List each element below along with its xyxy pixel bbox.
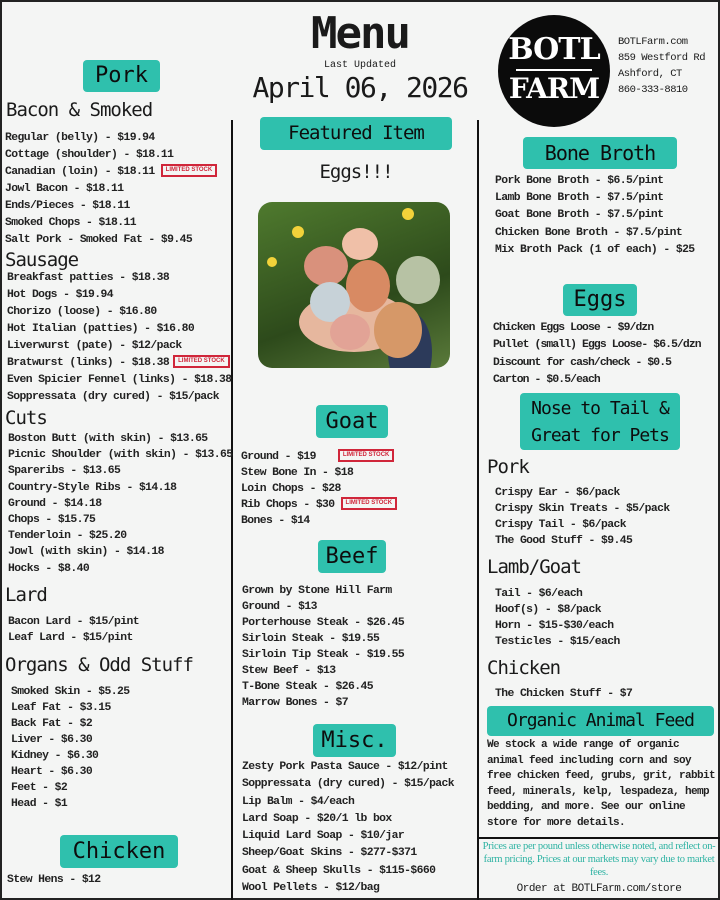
list-item: Pullet (small) Eggs Loose- $6.5/dzn [493, 339, 701, 352]
bacon-heading: Bacon & Smoked [6, 99, 153, 121]
list-item: Goat & Sheep Skulls - $115-$660 [242, 864, 436, 877]
last-updated-date: April 06, 2026 [252, 71, 468, 104]
list-item: Liver - $6.30 [11, 734, 93, 746]
list-item: Soppressata (dry cured) - $15/pack [7, 391, 220, 403]
list-item: Heart - $6.30 [11, 766, 93, 778]
cuts-list [8, 431, 232, 577]
lard-heading: Lard [5, 584, 47, 606]
pets-lamb-heading: Lamb/Goat [487, 556, 581, 578]
list-item: Chicken Bone Broth - $7.5/pint [495, 226, 683, 239]
item-text: Ground - $19 [241, 451, 316, 463]
organs-heading: Organs & Odd Stuff [5, 654, 193, 676]
last-updated-label: Last Updated [323, 60, 396, 71]
list-item [241, 449, 397, 465]
featured-item-tag: Featured Item [260, 117, 452, 150]
organic-feed-text: We stock a wide range of organic animal feed including corn and soy free chicken feed, grubs, grit, rabbit feed, minerals, kelp, lespadeza, hemp bedding, and more. See our online store for more details. [487, 739, 716, 829]
list-item: Jowl Bacon - $18.11 [5, 183, 124, 195]
lard-list [8, 614, 139, 646]
pets-lamb-list [495, 586, 620, 650]
menu-title: Menu [311, 8, 409, 59]
list-item: Jowl (with skin) - $14.18 [8, 546, 164, 559]
list-item: Goat Bone Broth - $7.5/pint [495, 209, 664, 222]
list-item: Chops - $15.75 [8, 514, 96, 527]
nose-to-tail-tag [520, 393, 680, 450]
list-item: Sirloin Steak - $19.55 [242, 633, 380, 645]
list-item: Wool Pellets - $12/bag [242, 882, 380, 895]
beef-tag: Beef [318, 540, 386, 573]
list-item: Smoked Chops - $18.11 [5, 217, 136, 229]
organs-list [11, 684, 129, 812]
list-item: Chicken Eggs Loose - $9/dzn [493, 322, 654, 334]
list-item: Even Spicier Fennel (links) - $18.38 [7, 374, 232, 386]
list-item: Liverwurst (pate) - $12/pack [7, 340, 182, 352]
list-item: Leaf Lard - $15/pint [8, 632, 133, 644]
limited-stock-badge: LIMITED STOCK [173, 355, 230, 368]
list-item: Sirloin Tip Steak - $19.55 [242, 649, 405, 661]
list-item: Zesty Pork Pasta Sauce - $12/pint [242, 761, 448, 773]
list-item: Bacon Lard - $15/pint [8, 616, 139, 628]
bacon-list [5, 130, 217, 249]
footer-divider [477, 837, 720, 839]
limited-stock-badge: LIMITED STOCK [161, 164, 218, 177]
chicken-list [7, 872, 101, 889]
list-item: Chorizo (loose) - $16.80 [7, 306, 157, 318]
list-item: Hot Italian (patties) - $16.80 [7, 323, 195, 335]
sausage-heading: Sausage [5, 249, 79, 271]
list-item: Ground - $14.18 [8, 497, 102, 510]
column-divider-right [477, 120, 479, 900]
list-item: Spareribs - $13.65 [8, 465, 121, 478]
list-item: Horn - $15-$30/each [495, 620, 614, 632]
misc-list [242, 759, 454, 897]
list-item: Discount for cash/check - $0.5 [493, 356, 672, 369]
list-item: Bones - $14 [241, 515, 310, 527]
list-item: T-Bone Steak - $26.45 [242, 681, 373, 693]
list-item: Lip Balm - $4/each [242, 795, 355, 808]
list-item: Hot Dogs - $19.94 [7, 289, 114, 301]
list-item: Testicles - $15/each [495, 636, 620, 648]
list-item [241, 497, 397, 513]
list-item: Crispy Tail - $6/pack [495, 519, 626, 531]
pets-chicken-heading: Chicken [487, 657, 561, 679]
list-item: Breakfast patties - $18.38 [7, 272, 170, 284]
list-item: Crispy Skin Treats - $5/pack [495, 503, 670, 515]
list-item: Kidney - $6.30 [11, 750, 99, 762]
list-item: The Chicken Stuff - $7 [495, 688, 633, 700]
cuts-heading: Cuts [5, 407, 47, 429]
botl-farm-logo [498, 15, 610, 127]
farm-phone: 860-333-8810 [618, 84, 688, 96]
bone-broth-tag: Bone Broth [523, 137, 677, 169]
pricing-note: Prices are per pound unless otherwise noted, and reflect on-farm pricing. Prices at our markets may vary due to market fees. [482, 841, 716, 878]
limited-stock-badge: LIMITED STOCK [341, 497, 398, 510]
list-item: Lamb Bone Broth - $7.5/pint [495, 192, 664, 205]
pets-chicken-list [495, 686, 632, 703]
goat-tag: Goat [316, 405, 388, 438]
list-item: Back Fat - $2 [11, 718, 93, 730]
list-item: Feet - $2 [11, 782, 68, 794]
list-item: Carton - $0.5/each [493, 373, 600, 386]
list-item: Mix Broth Pack (1 of each) - $25 [495, 243, 695, 256]
list-item: Salt Pork - Smoked Fat - $9.45 [5, 234, 193, 246]
list-item: Sheep/Goat Skins - $277-$371 [242, 847, 417, 860]
logo-text-bottom: FARM [508, 72, 600, 105]
misc-tag: Misc. [313, 724, 396, 757]
list-item: Head - $1 [11, 798, 68, 810]
eggs-list [493, 320, 701, 389]
item-text: Bratwurst (links) - $18.38 [7, 357, 170, 369]
list-item: Smoked Skin - $5.25 [11, 686, 130, 698]
list-item [7, 355, 231, 372]
logo-text-top: BOTL [508, 32, 600, 67]
list-item: Ends/Pieces - $18.11 [5, 200, 130, 212]
pets-pork-heading: Pork [487, 456, 529, 478]
list-item: Soppressata (dry cured) - $15/pack [242, 778, 455, 791]
list-item: Country-Style Ribs - $14.18 [8, 481, 177, 494]
list-item: Leaf Fat - $3.15 [11, 702, 111, 714]
list-item: Liquid Lard Soap - $10/jar [242, 830, 405, 843]
broth-list [495, 173, 695, 259]
eggs-tag: Eggs [563, 284, 637, 316]
list-item: Stew Hens - $12 [7, 874, 101, 886]
tag-line: Great for Pets [531, 425, 669, 446]
farm-address1: 859 Westford Rd [618, 52, 706, 64]
farm-contact [618, 34, 705, 98]
pork-tag: Pork [83, 60, 160, 92]
order-link[interactable]: Order at BOTLFarm.com/store [516, 883, 682, 895]
list-item [5, 164, 217, 181]
list-item: Stew Bone In - $18 [241, 467, 354, 479]
list-item: The Good Stuff - $9.45 [495, 535, 633, 547]
list-item: Porterhouse Steak - $26.45 [242, 617, 405, 629]
sausage-list [7, 270, 231, 406]
logo-divider [516, 69, 592, 71]
list-item: Grown by Stone Hill Farm [242, 585, 392, 597]
farm-website[interactable]: BOTLFarm.com [618, 36, 688, 48]
list-item: Regular (belly) - $19.94 [5, 132, 155, 144]
list-item: Lard Soap - $20/1 lb box [242, 812, 392, 825]
list-item: Hoof(s) - $8/pack [495, 604, 602, 616]
limited-stock-badge: LIMITED STOCK [338, 449, 395, 462]
list-item: Stew Beef - $13 [242, 665, 336, 677]
eggs-illustration [258, 202, 450, 368]
eggs-photo [258, 202, 450, 368]
item-text: Rib Chops - $30 [241, 499, 335, 511]
organic-feed-tag: Organic Animal Feed [487, 706, 714, 736]
farm-address2: Ashford, CT [618, 68, 682, 80]
list-item: Boston Butt (with skin) - $13.65 [8, 433, 208, 445]
list-item: Cottage (shoulder) - $18.11 [5, 149, 174, 161]
list-item: Ground - $13 [242, 601, 317, 613]
featured-item-text: Eggs!!! [319, 161, 393, 183]
list-item: Hocks - $8.40 [8, 562, 90, 575]
list-item: Picnic Shoulder (with skin) - $13.65 [8, 449, 233, 462]
item-text: Canadian (loin) - $18.11 [5, 166, 155, 178]
list-item: Marrow Bones - $7 [242, 697, 349, 709]
list-item: Loin Chops - $28 [241, 483, 341, 495]
pets-pork-list [495, 485, 670, 549]
list-item: Tail - $6/each [495, 588, 583, 600]
list-item: Pork Bone Broth - $6.5/pint [495, 175, 664, 187]
list-item: Tenderloin - $25.20 [8, 530, 127, 543]
goat-list [241, 449, 397, 529]
beef-list [242, 583, 404, 711]
tag-line: Nose to Tail & [531, 398, 669, 419]
list-item: Crispy Ear - $6/pack [495, 487, 620, 499]
chicken-tag: Chicken [60, 835, 178, 868]
